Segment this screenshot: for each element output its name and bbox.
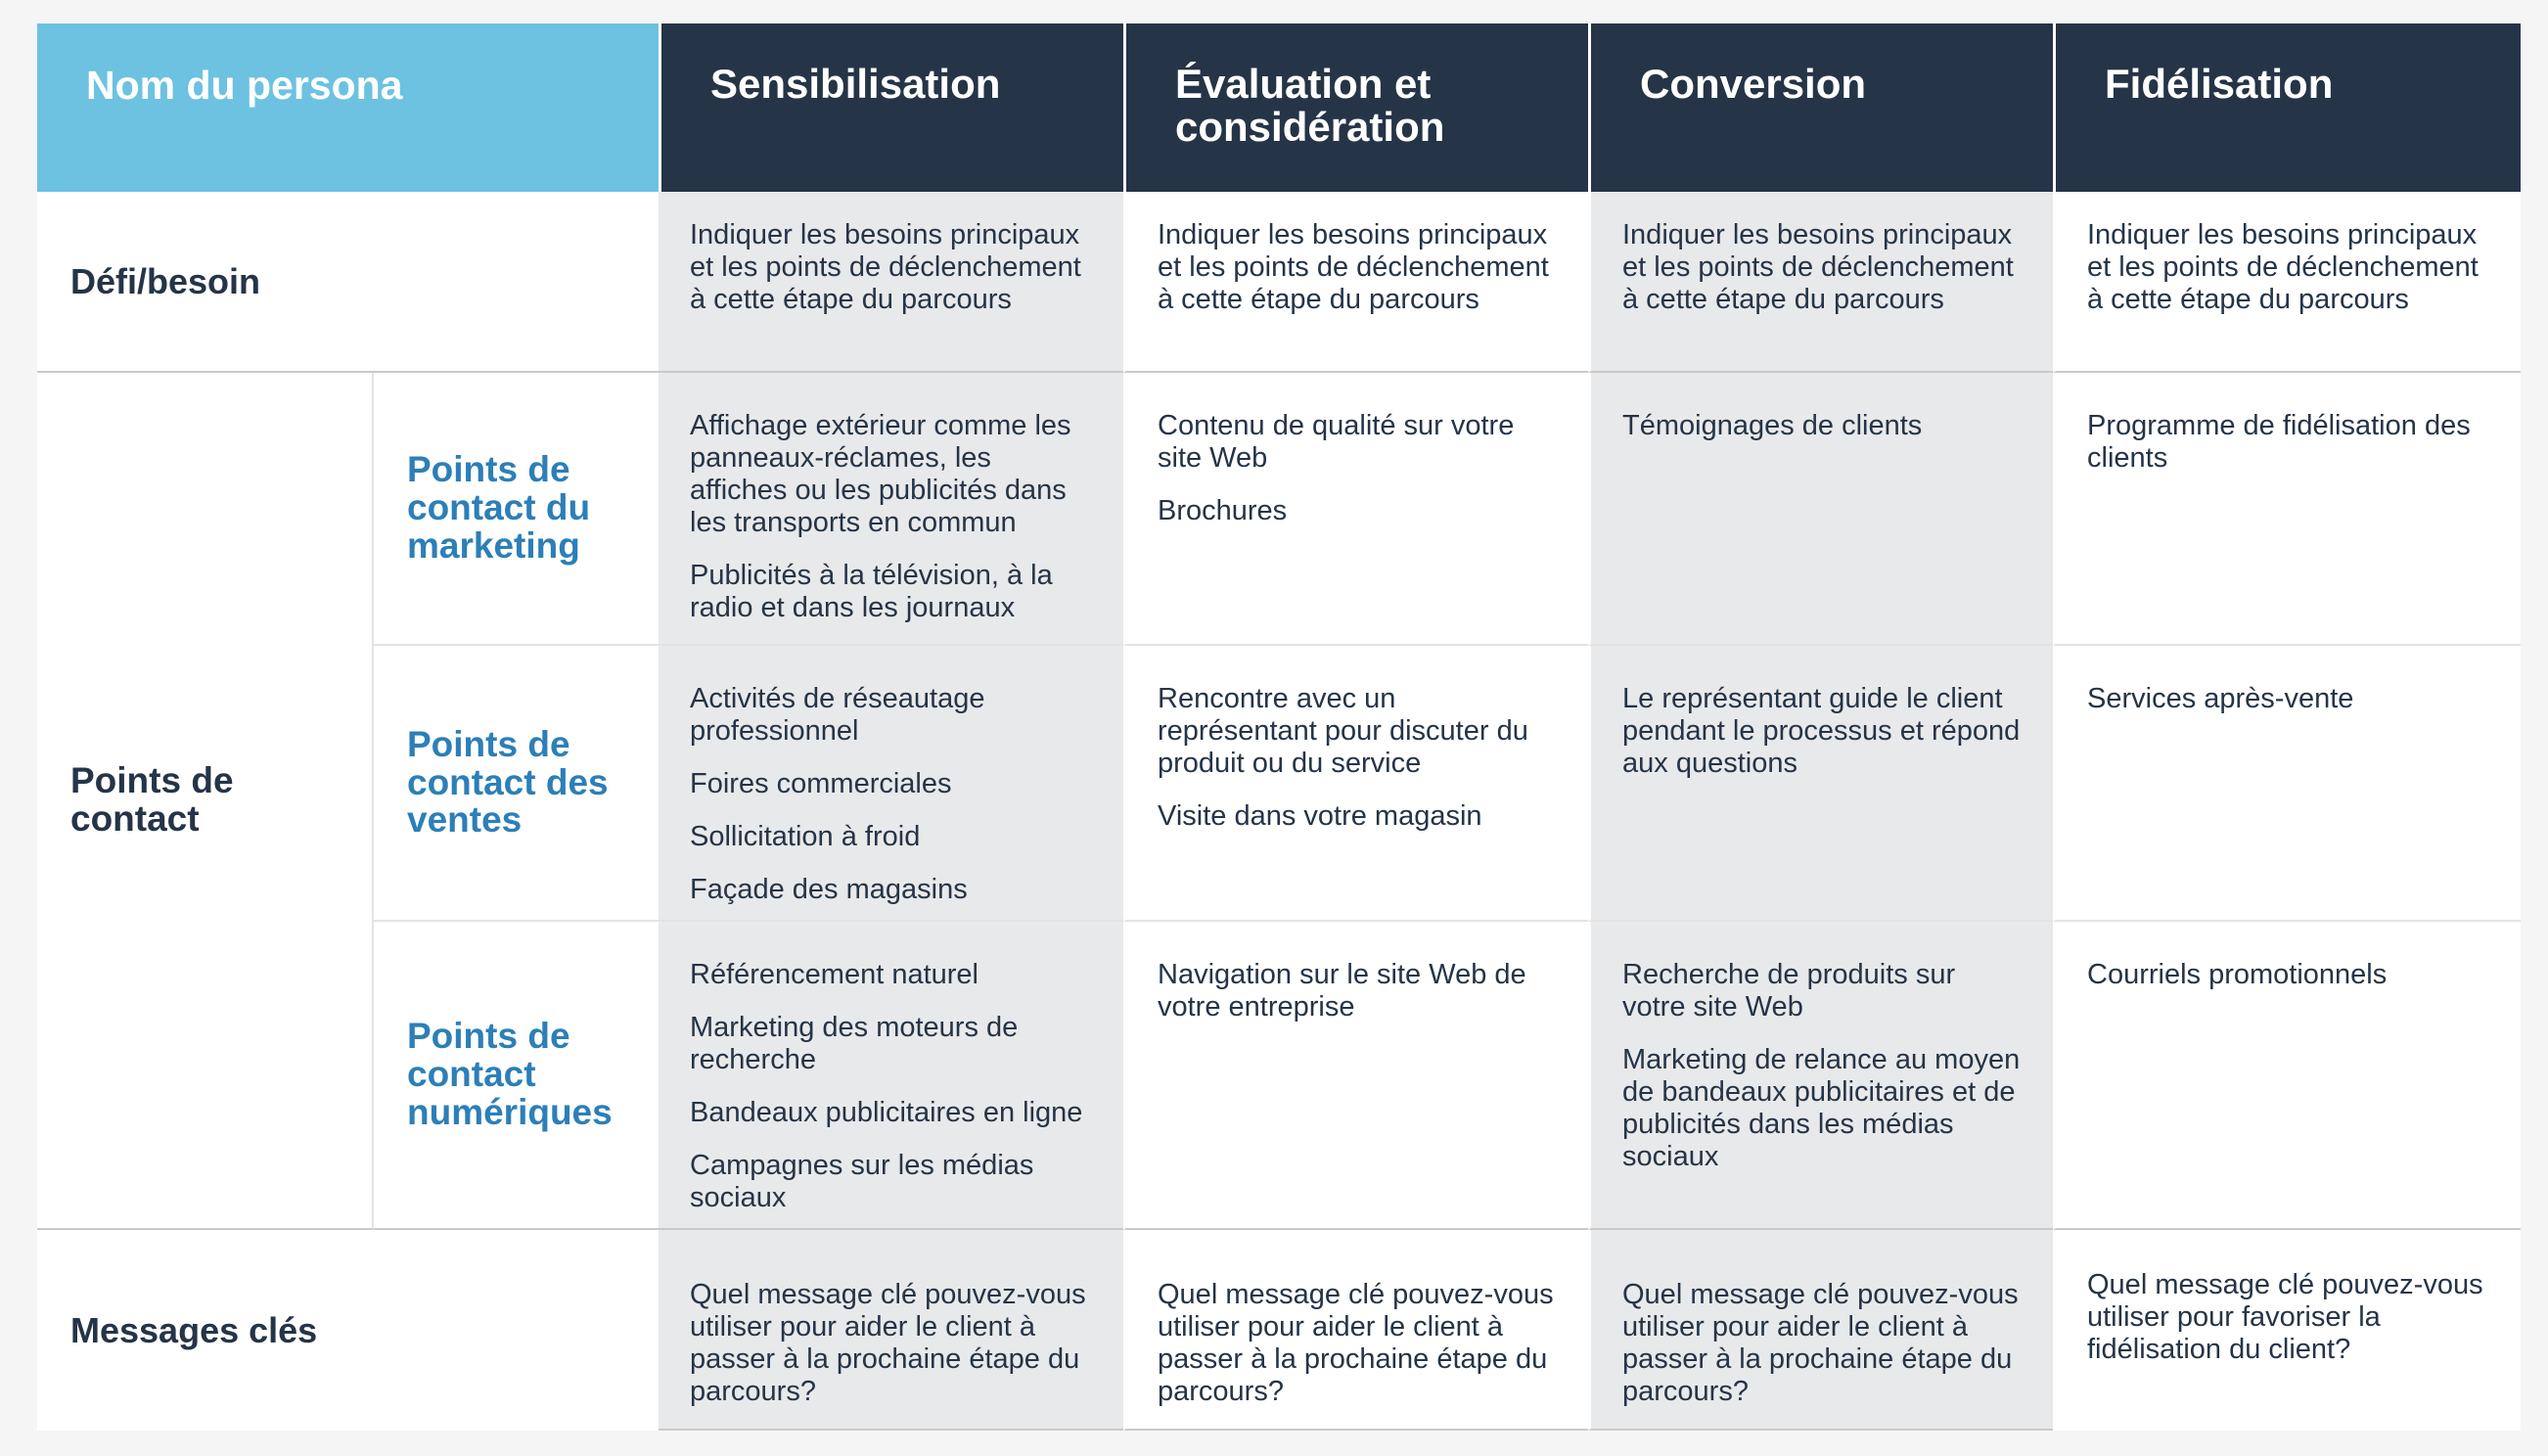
- stage-header-conversion: Conversion: [1588, 23, 2053, 192]
- list-item: Le représentant guide le client pendant le processus et répond aux questions: [1622, 683, 2021, 780]
- list-item: Affichage extérieur comme les panneaux-réclames, les affiches ou les publicités dans les transports en commun: [690, 410, 1071, 539]
- message-cell-loyalty: [2053, 1230, 2521, 1431]
- digital-cell-conversion: [1588, 922, 2053, 1230]
- sales-cell-awareness: [659, 646, 1123, 922]
- list-item: Activités de réseautage professionnel: [690, 683, 985, 748]
- list-item: Publicités à la télévision, à la radio et dans les journaux: [690, 560, 1053, 624]
- cell-text: Quel message clé pouvez-vous utiliser pour aider le client à passer à la prochaine étape du parcours?: [1158, 1279, 1554, 1408]
- challenge-cell-consideration: [1123, 192, 1588, 373]
- challenge-cell-awareness: [659, 192, 1123, 373]
- cell-text: Quel message clé pouvez-vous utiliser pour favoriser la fidélisation du client?: [2087, 1269, 2483, 1366]
- marketing-cell-consideration: [1123, 373, 1588, 646]
- digital-cell-consideration: [1123, 922, 1588, 1230]
- row-label-challenge: Défi/besoin: [37, 192, 659, 373]
- cell-text: Indiquer les besoins principaux et les points de déclenchement à cette étape du parcours: [690, 219, 1081, 316]
- stage-header-awareness: Sensibilisation: [659, 23, 1123, 192]
- list-item: Marketing de relance au moyen de bandeaux publicitaires et de publicités dans les médias sociaux: [1622, 1044, 2021, 1173]
- cell-text: Indiquer les besoins principaux et les points de déclenchement à cette étape du parcours: [1622, 219, 2014, 316]
- marketing-cell-loyalty: [2053, 373, 2521, 646]
- row-label-touchpoints: Points de contact: [37, 373, 374, 1230]
- stage-header-consideration: Évaluation et considération: [1123, 23, 1588, 192]
- message-cell-awareness: [659, 1230, 1123, 1431]
- sales-cell-consideration: [1123, 646, 1588, 922]
- list-item: Services après-vente: [2087, 683, 2354, 714]
- list-item: Contenu de qualité sur votre site Web: [1158, 410, 1515, 475]
- list-item: Marketing des moteurs de recherche: [690, 1012, 1019, 1076]
- cell-text: Quel message clé pouvez-vous utiliser pour aider le client à passer à la prochaine étape du parcours?: [1622, 1279, 2019, 1408]
- persona-name-header: Nom du persona: [37, 23, 659, 192]
- list-item: Bandeaux publicitaires en ligne: [690, 1097, 1083, 1129]
- digital-cell-awareness: [659, 922, 1123, 1230]
- list-item: Brochures: [1158, 495, 1288, 527]
- marketing-cell-awareness: [659, 373, 1123, 646]
- list-item: Façade des magasins: [690, 874, 968, 906]
- customer-journey-table: [37, 23, 2521, 1431]
- sub-label-sales: Points de contact des ventes: [374, 646, 659, 922]
- stage-header-loyalty: Fidélisation: [2053, 23, 2521, 192]
- list-item: Navigation sur le site Web de votre entreprise: [1158, 959, 1526, 1024]
- cell-text: Indiquer les besoins principaux et les points de déclenchement à cette étape du parcours: [2087, 219, 2479, 316]
- message-cell-consideration: [1123, 1230, 1588, 1431]
- marketing-cell-conversion: [1588, 373, 2053, 646]
- sales-cell-conversion: [1588, 646, 2053, 922]
- message-cell-conversion: [1588, 1230, 2053, 1431]
- challenge-cell-loyalty: [2053, 192, 2521, 373]
- list-item: Programme de fidélisation des clients: [2087, 410, 2471, 475]
- sub-label-marketing: Points de contact du marketing: [374, 373, 659, 646]
- cell-text: Indiquer les besoins principaux et les points de déclenchement à cette étape du parcours: [1158, 219, 1549, 316]
- list-item: Recherche de produits sur votre site Web: [1622, 959, 1956, 1024]
- sales-cell-loyalty: [2053, 646, 2521, 922]
- digital-cell-loyalty: [2053, 922, 2521, 1230]
- list-item: Campagnes sur les médias sociaux: [690, 1150, 1034, 1214]
- list-item: Visite dans votre magasin: [1158, 800, 1482, 833]
- cell-text: Quel message clé pouvez-vous utiliser pour aider le client à passer à la prochaine étape du parcours?: [690, 1279, 1086, 1408]
- list-item: Foires commerciales: [690, 768, 952, 800]
- list-item: Courriels promotionnels: [2087, 959, 2388, 990]
- list-item: Rencontre avec un représentant pour discuter du produit ou du service: [1158, 683, 1528, 780]
- row-label-key-messages: Messages clés: [70, 1309, 318, 1350]
- list-item: Référencement naturel: [690, 959, 978, 990]
- sub-label-digital: Points de contact numériques: [374, 922, 659, 1230]
- list-item: Sollicitation à froid: [690, 821, 921, 853]
- challenge-cell-conversion: [1588, 192, 2053, 373]
- list-item: Témoignages de clients: [1622, 410, 1923, 441]
